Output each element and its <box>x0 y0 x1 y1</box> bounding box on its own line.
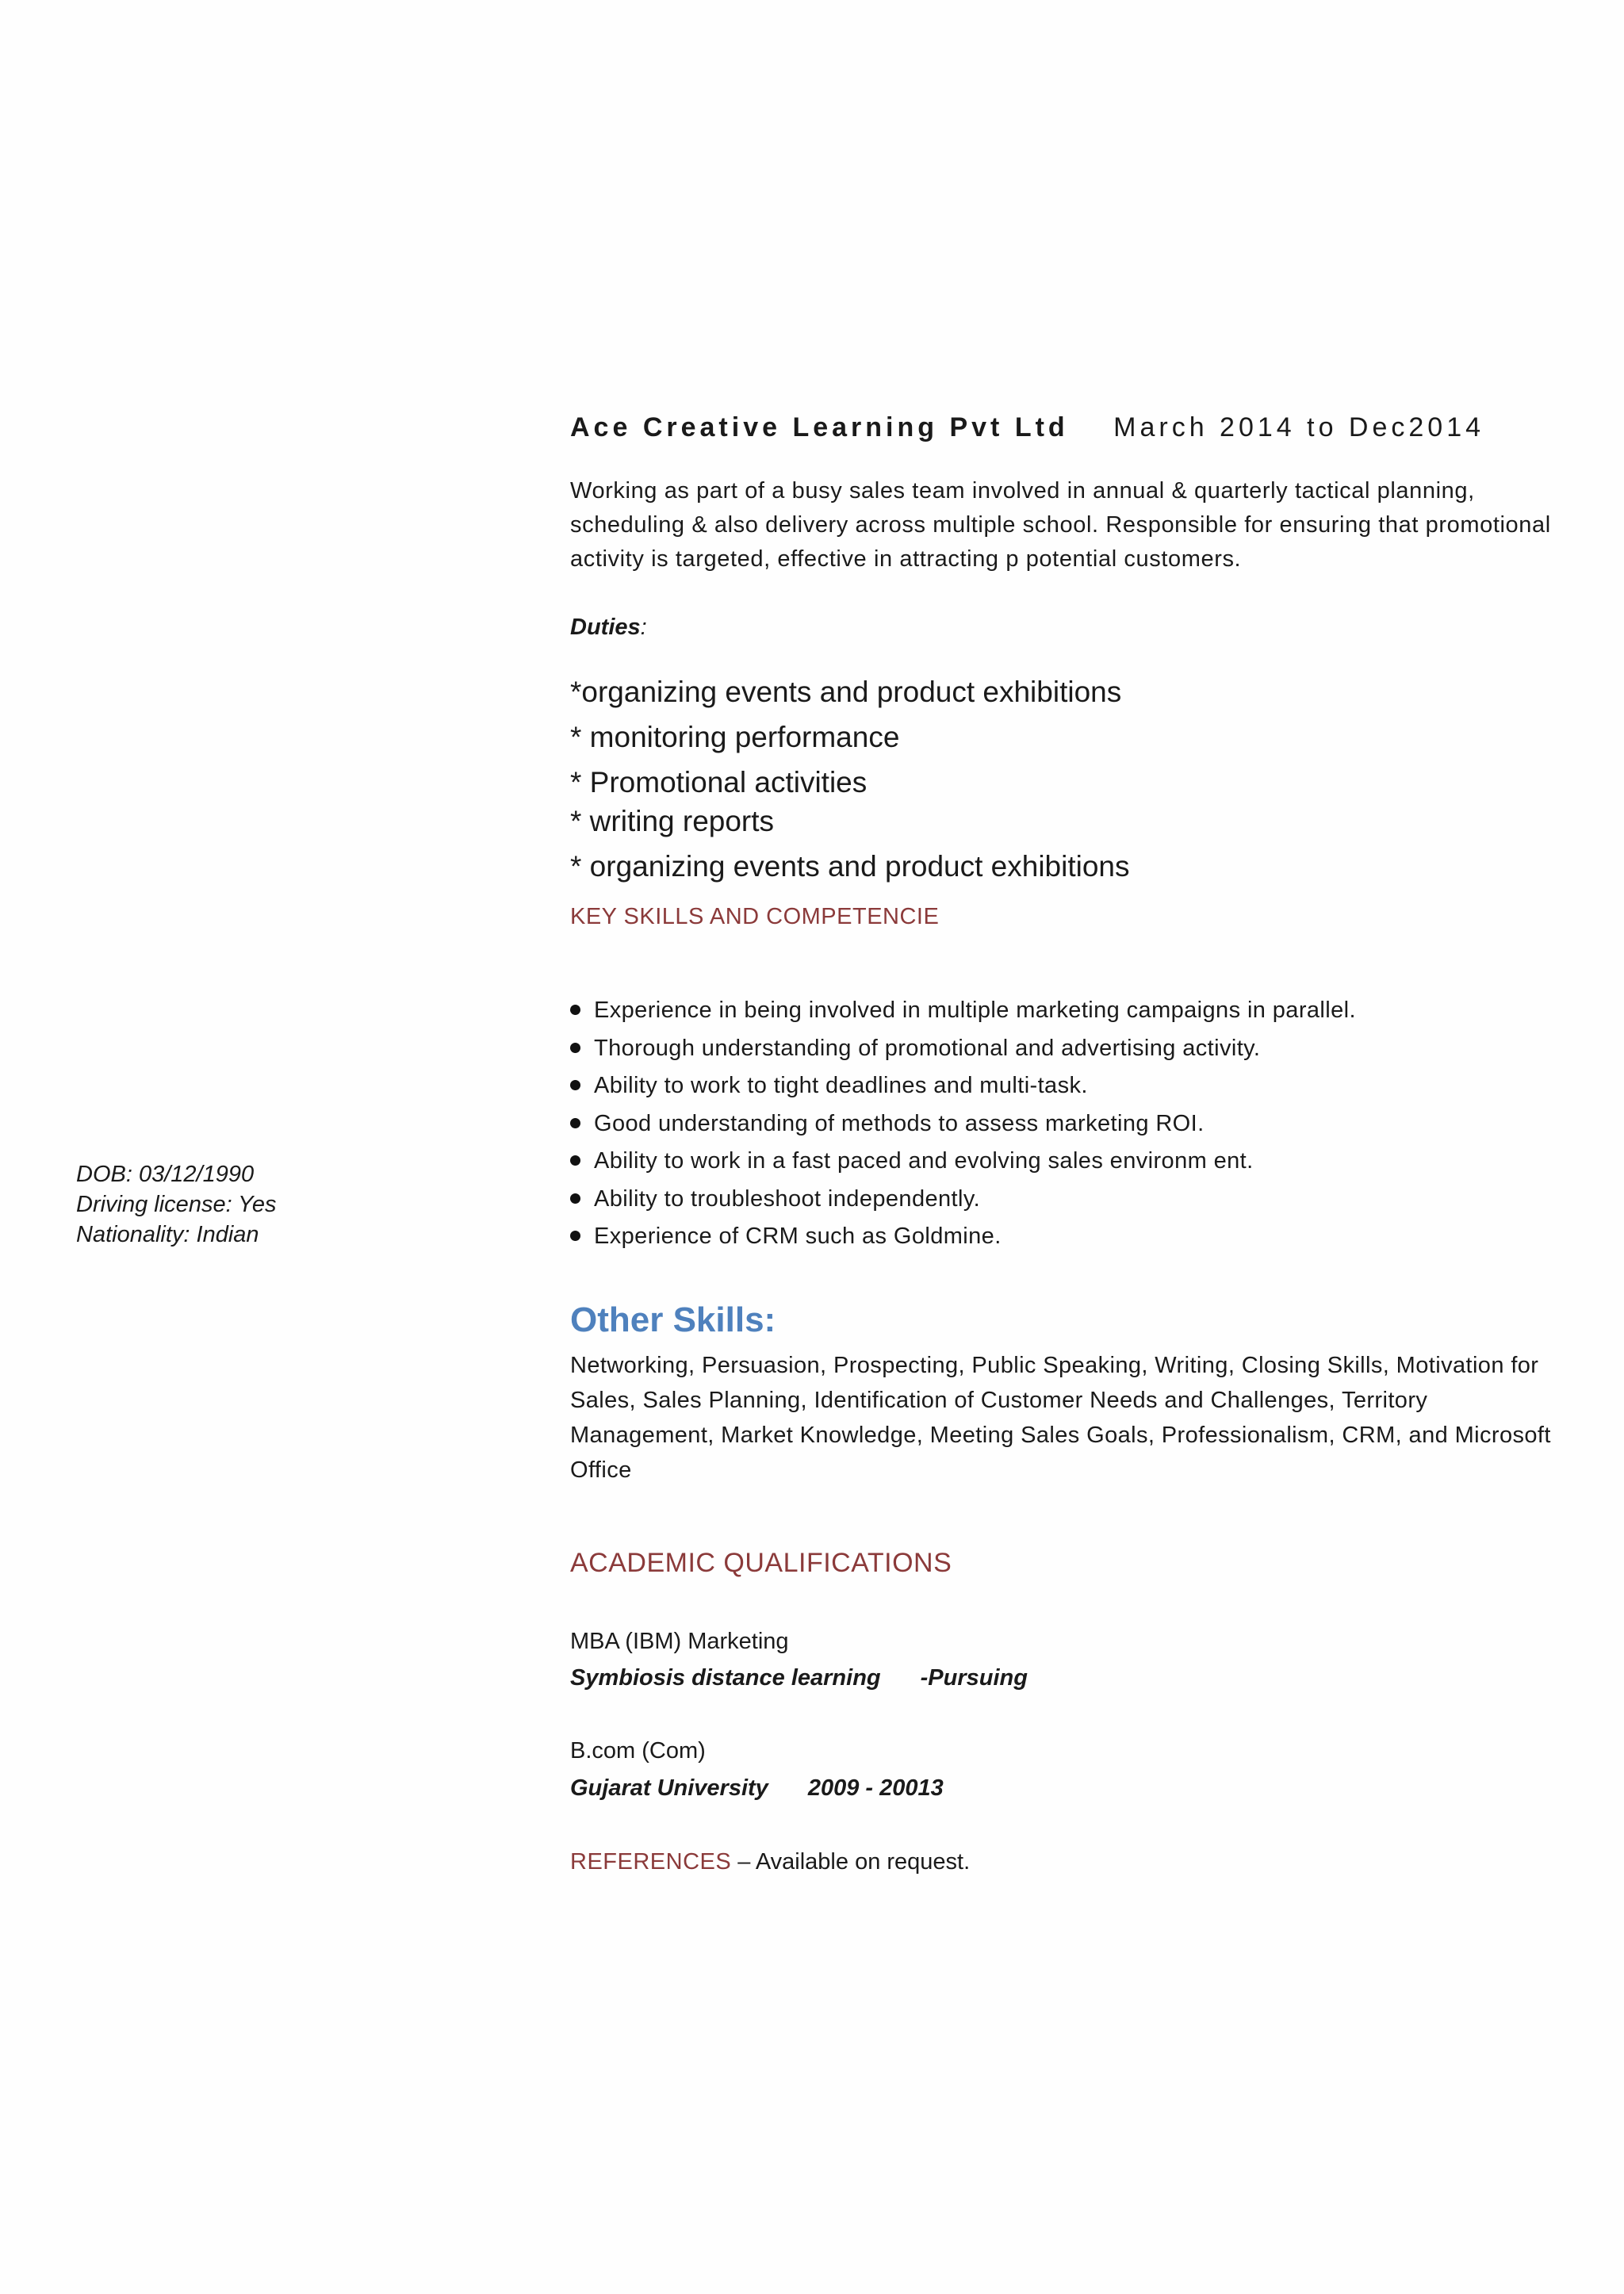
duty-item: * writing reports <box>570 805 775 837</box>
duty-item: *organizing events and product exhibitions <box>570 676 1122 708</box>
bullet-icon <box>570 1043 580 1053</box>
institution-name: Gujarat University <box>570 1775 768 1801</box>
degree-bcom: B.com (Com) <box>570 1738 706 1764</box>
dob: DOB: 03/12/1990 <box>76 1162 255 1187</box>
skill-text: Experience of CRM such as Goldmine. <box>594 1224 1002 1249</box>
skill-item <box>570 1186 980 1212</box>
skill-item <box>570 1111 1205 1137</box>
institution-bcom <box>570 1775 944 1802</box>
institution-name: Symbiosis distance learning <box>570 1665 881 1691</box>
bullet-icon <box>570 1155 580 1166</box>
skill-text: Experience in being involved in multiple marketing campaigns in parallel. <box>594 998 1356 1023</box>
institution-period: -Pursuing <box>920 1665 1028 1691</box>
skill-item <box>570 1073 1088 1099</box>
bullet-icon <box>570 1231 580 1241</box>
duties-label-text: Duties <box>570 615 641 640</box>
key-skills-heading: KEY SKILLS AND COMPETENCIE <box>570 904 940 929</box>
skill-text: Good understanding of methods to assess marketing ROI. <box>594 1111 1205 1136</box>
bullet-icon <box>570 1080 580 1090</box>
references-text: – Available on request. <box>731 1849 971 1875</box>
job-company: Ace Creative Learning Pvt Ltd <box>570 412 1069 442</box>
degree-mba: MBA (IBM) Marketing <box>570 1629 789 1654</box>
job-dates: March 2014 to Dec2014 <box>1113 412 1485 442</box>
duties-colon: : <box>640 615 647 640</box>
job-heading <box>570 412 1484 443</box>
bullet-icon <box>570 1118 580 1128</box>
references-label: REFERENCES <box>570 1849 732 1875</box>
skill-text: Ability to troubleshoot independently. <box>594 1186 981 1212</box>
skill-item <box>570 1148 1254 1174</box>
duties-label <box>570 615 647 641</box>
skill-text: Ability to work in a fast paced and evolving sales environm ent. <box>594 1148 1254 1174</box>
duty-item: * monitoring performance <box>570 721 900 753</box>
nationality: Nationality: Indian <box>76 1222 259 1247</box>
bullet-icon <box>570 1005 580 1015</box>
bullet-icon <box>570 1193 580 1204</box>
skill-item <box>570 998 1356 1024</box>
job-description: Working as part of a busy sales team involved in annual & quarterly tactical planning, scheduling & also delivery across multiple school. Responsible for ensuring that promotional activity is targeted, effective in attracting p potential customers. <box>570 478 1551 572</box>
academic-heading: ACADEMIC QUALIFICATIONS <box>570 1548 952 1578</box>
skill-item <box>570 1036 1260 1062</box>
personal-info <box>76 1159 277 1250</box>
duty-item: * Promotional activities <box>570 766 868 798</box>
institution-mba <box>570 1665 1028 1691</box>
institution-period: 2009 - 20013 <box>807 1775 944 1801</box>
other-skills-heading: Other Skills: <box>570 1300 776 1339</box>
skill-text: Ability to work to tight deadlines and multi-task. <box>594 1073 1088 1098</box>
skill-text: Thorough understanding of promotional and advertising activity. <box>594 1036 1261 1061</box>
skill-item <box>570 1224 1002 1250</box>
references-row <box>570 1849 970 1875</box>
other-skills-text: Networking, Persuasion, Prospecting, Public Speaking, Writing, Closing Skills, Motivation for Sales, Sales Planning, Identification of Customer Needs and Challenges, Territory Management, Market Knowledge, Meeting Sales Goals, Professionalism, CRM, and Microsoft Office <box>570 1353 1551 1483</box>
driving-license: Driving license: Yes <box>76 1192 277 1217</box>
duty-item: * organizing events and product exhibitions <box>570 850 1130 883</box>
